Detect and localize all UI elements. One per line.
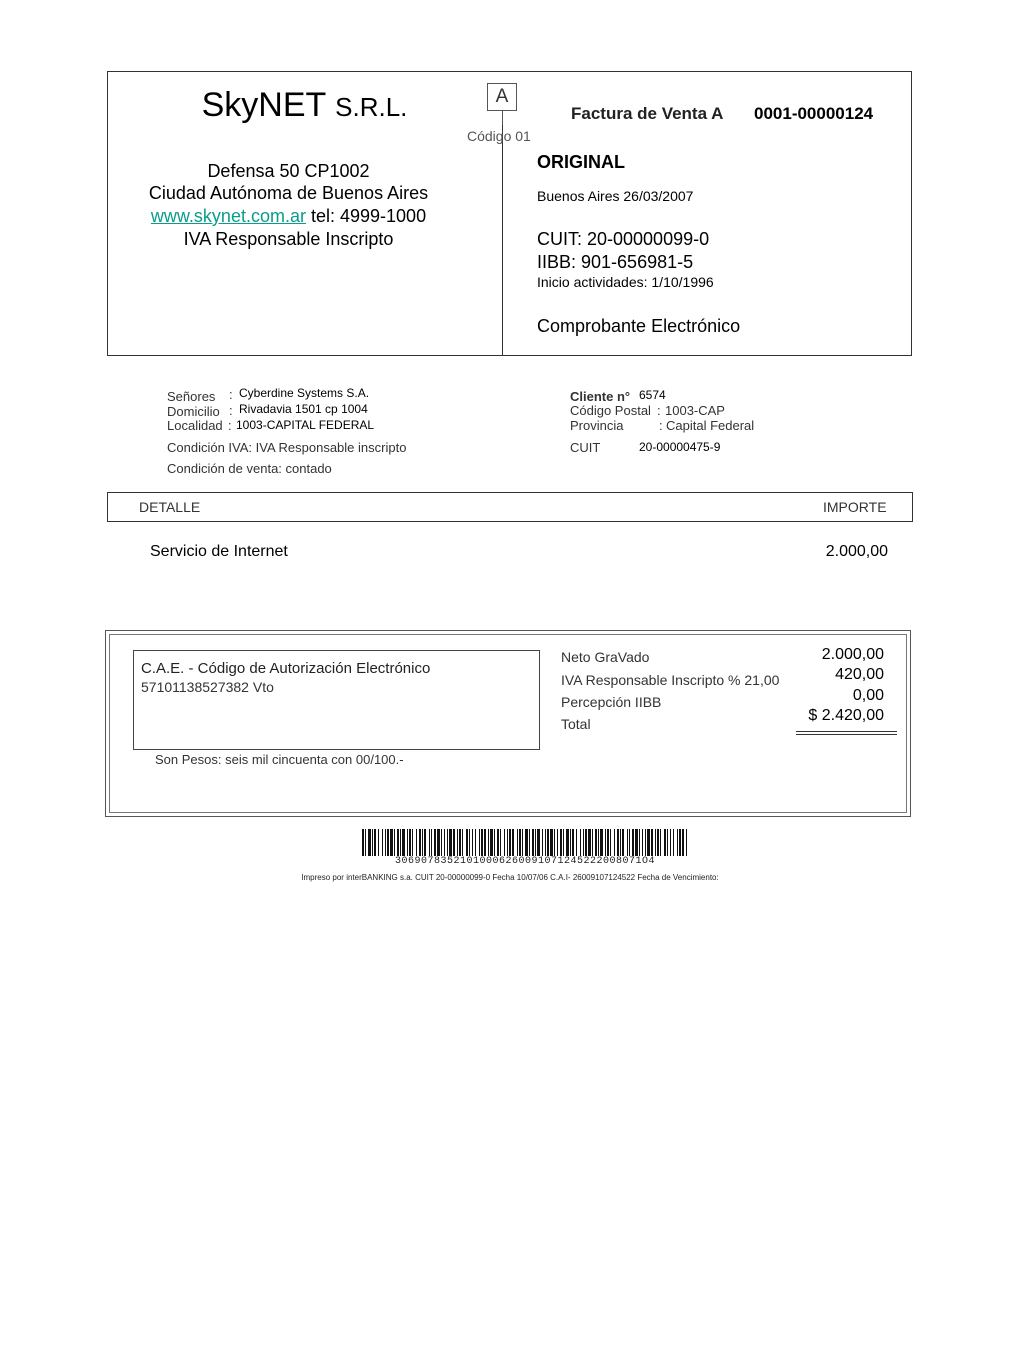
cae-number: 57101138527382 Vto bbox=[141, 679, 274, 695]
invoice-code: Código 01 bbox=[467, 128, 531, 144]
barcode-bar bbox=[424, 829, 426, 856]
barcode-bar bbox=[667, 829, 668, 856]
barcode-bar bbox=[444, 829, 445, 856]
barcode-bar bbox=[497, 829, 499, 856]
barcode-bar bbox=[532, 829, 534, 856]
barcode-bar bbox=[572, 829, 574, 856]
barcode-bar bbox=[617, 829, 619, 856]
company-suffix: S.R.L. bbox=[335, 92, 408, 122]
amount-in-words: Son Pesos: seis mil cincuenta con 00/100.- bbox=[155, 752, 404, 767]
barcode-bar bbox=[588, 829, 591, 856]
barcode-bar bbox=[651, 829, 653, 856]
barcode-bar bbox=[642, 829, 643, 856]
barcode-bar bbox=[647, 829, 650, 856]
barcode-bar bbox=[682, 829, 684, 856]
barcode-bar bbox=[397, 829, 399, 856]
barcode-bar bbox=[469, 829, 470, 856]
iva-label: IVA Responsable Inscripto % 21,00 bbox=[561, 672, 780, 688]
barcode-bar bbox=[382, 829, 383, 856]
company-contact bbox=[107, 205, 470, 227]
barcode-bar bbox=[673, 829, 674, 856]
barcode-bar bbox=[600, 829, 603, 856]
barcode-bar bbox=[431, 829, 432, 856]
amount-column-header: IMPORTE bbox=[823, 499, 887, 515]
activity-start: Inicio actividades: 1/10/1996 bbox=[537, 274, 714, 290]
province: Capital Federal bbox=[666, 418, 755, 433]
client-cuit: 20-00000475-9 bbox=[639, 440, 721, 454]
colon-separator: : bbox=[229, 403, 233, 418]
barcode-bar bbox=[494, 829, 495, 856]
barcode-bar bbox=[570, 829, 571, 856]
barcode-bar bbox=[645, 829, 646, 856]
barcode-bar bbox=[434, 829, 436, 856]
barcode-bar bbox=[466, 829, 468, 856]
barcode-bar bbox=[475, 829, 476, 856]
barcode-bar bbox=[554, 829, 555, 856]
client-number-label: Cliente n° bbox=[570, 389, 631, 404]
barcode-bar bbox=[402, 829, 405, 856]
barcode-bar bbox=[412, 829, 413, 856]
barcode-bar bbox=[535, 829, 536, 856]
barcode-bar bbox=[457, 829, 458, 856]
colon-separator: : bbox=[659, 418, 663, 433]
sale-condition: Condición de venta: contado bbox=[167, 461, 332, 476]
barcode-bar bbox=[387, 829, 389, 856]
iva-value: 420,00 bbox=[835, 666, 884, 683]
barcode-bar bbox=[610, 829, 611, 856]
company-name-main: SkyNET bbox=[201, 86, 326, 124]
localidad-label: Localidad bbox=[167, 418, 223, 433]
line-item-description: Servicio de Internet bbox=[150, 543, 288, 560]
total-value: $ 2.420,00 bbox=[808, 707, 884, 724]
barcode-bar bbox=[368, 829, 371, 856]
invoice-type: Factura de Venta A bbox=[571, 104, 724, 123]
barcode-bar bbox=[512, 829, 514, 856]
colon-separator: : bbox=[657, 403, 661, 418]
barcode-bar bbox=[585, 829, 587, 856]
barcode-bar bbox=[670, 829, 671, 856]
client-locality: 1003-CAPITAL FEDERAL bbox=[236, 418, 375, 432]
issuer-cuit: CUIT: 20-00000099-0 bbox=[537, 229, 710, 249]
company-name bbox=[107, 86, 502, 125]
barcode-bar bbox=[632, 829, 634, 856]
barcode-bar bbox=[598, 829, 599, 856]
barcode-bar bbox=[447, 829, 448, 856]
barcode-bar bbox=[484, 829, 486, 856]
barcode-bar bbox=[655, 829, 656, 856]
barcode-bar bbox=[507, 829, 508, 856]
barcode-bar bbox=[639, 829, 640, 856]
barcode-bar bbox=[422, 829, 423, 856]
client-number: 6574 bbox=[639, 388, 666, 402]
cae-title: C.A.E. - Código de Autorización Electrónico bbox=[141, 660, 431, 677]
barcode-bar bbox=[365, 829, 366, 856]
barcode-bar bbox=[429, 829, 430, 856]
neto-label: Neto GraVado bbox=[561, 649, 650, 665]
barcode-bar bbox=[595, 829, 597, 856]
total-label: Total bbox=[561, 716, 591, 732]
barcode-bar bbox=[563, 829, 564, 856]
barcode-bar bbox=[635, 829, 638, 856]
barcode-bar bbox=[522, 829, 523, 856]
company-website-link[interactable]: www.skynet.com.ar bbox=[150, 206, 306, 226]
barcode-bar bbox=[459, 829, 461, 856]
barcode-bar bbox=[664, 829, 666, 856]
invoice-letter-box: A bbox=[487, 83, 517, 111]
barcode-bar bbox=[419, 829, 421, 856]
barcode-bar bbox=[462, 829, 463, 856]
postal-code: 1003-CAP bbox=[665, 403, 725, 418]
barcode-bar bbox=[490, 829, 493, 856]
barcode-bar bbox=[537, 829, 540, 856]
barcode-bar bbox=[416, 829, 417, 856]
barcode-bar bbox=[378, 829, 379, 856]
percepcion-value: 0,00 bbox=[852, 687, 884, 704]
client-name: Cyberdine Systems S.A. bbox=[239, 386, 370, 400]
barcode-bar bbox=[437, 829, 440, 856]
barcode-bar bbox=[409, 829, 411, 856]
barcode-bar bbox=[374, 829, 376, 856]
barcode-bar bbox=[519, 829, 521, 856]
barcode-bar bbox=[580, 829, 581, 856]
barcode-bar bbox=[517, 829, 518, 856]
barcode-image bbox=[362, 829, 688, 856]
barcode-bar bbox=[542, 829, 543, 856]
postal-code-label: Código Postal bbox=[570, 403, 651, 418]
domicilio-label: Domicilio bbox=[167, 404, 220, 419]
barcode-bar bbox=[472, 829, 473, 856]
province-label: Provincia bbox=[570, 418, 624, 433]
barcode-bar bbox=[657, 829, 659, 856]
line-item-amount: 2.000,00 bbox=[825, 543, 888, 560]
barcode-bar bbox=[622, 829, 624, 856]
total-underline bbox=[796, 734, 897, 735]
barcode-bar bbox=[607, 829, 609, 856]
detail-column-header: DETALLE bbox=[139, 499, 201, 515]
neto-value: 2.000,00 bbox=[821, 646, 884, 663]
barcode-bar bbox=[479, 829, 480, 856]
colon-separator: : bbox=[228, 418, 232, 433]
header-divider bbox=[502, 124, 503, 356]
barcode-bar bbox=[566, 829, 569, 856]
company-phone: tel: 4999-1000 bbox=[310, 206, 427, 226]
issuer-iibb: IIBB: 901-656981-5 bbox=[537, 252, 694, 272]
barcode-bar bbox=[592, 829, 593, 856]
company-city: Ciudad Autónoma de Buenos Aires bbox=[148, 183, 429, 203]
barcode-bar bbox=[620, 829, 621, 856]
barcode-bar bbox=[557, 829, 558, 856]
barcode-bar bbox=[560, 829, 562, 856]
colon-separator: : bbox=[229, 387, 233, 402]
barcode-number: 30690783521010006260091071245222008071O4 bbox=[394, 856, 656, 867]
total-underline bbox=[796, 731, 897, 732]
invoice-copy-label: ORIGINAL bbox=[537, 152, 625, 172]
barcode-bar bbox=[547, 829, 549, 856]
barcode-bar bbox=[488, 829, 489, 856]
barcode-bar bbox=[504, 829, 505, 856]
barcode-bar bbox=[545, 829, 546, 856]
invoice-place-date: Buenos Aires 26/03/2007 bbox=[537, 188, 694, 204]
barcode-bar bbox=[372, 829, 373, 856]
barcode-bar bbox=[385, 829, 386, 856]
barcode-bar bbox=[583, 829, 584, 856]
client-cuit-label: CUIT bbox=[570, 440, 601, 455]
barcode-bar bbox=[449, 829, 452, 856]
barcode-bar bbox=[481, 829, 483, 856]
company-address: Defensa 50 CP1002 bbox=[207, 161, 370, 181]
barcode-bar bbox=[627, 829, 628, 856]
barcode-bar bbox=[453, 829, 455, 856]
barcode-bar bbox=[686, 829, 687, 856]
company-iva-condition: IVA Responsable Inscripto bbox=[183, 229, 394, 249]
barcode-bar bbox=[605, 829, 606, 856]
detail-header-bar bbox=[107, 492, 913, 522]
printed-by-line: Impreso por interBANKING s.a. CUIT 20-00000099-0 Fecha 10/07/06 C.A.I- 26009107124522 Fecha de Vencimiento: bbox=[301, 873, 719, 882]
barcode-bar bbox=[509, 829, 511, 856]
invoice-number: 0001-00000124 bbox=[754, 104, 874, 123]
barcode-bar bbox=[407, 829, 408, 856]
barcode-bar bbox=[677, 829, 678, 856]
barcode-bar bbox=[441, 829, 442, 856]
client-address: Rivadavia 1501 cp 1004 bbox=[239, 402, 368, 416]
barcode-bar bbox=[400, 829, 401, 856]
comprobante-type: Comprobante Electrónico bbox=[537, 316, 741, 336]
barcode-bar bbox=[629, 829, 630, 856]
letter-box-stem bbox=[502, 111, 503, 125]
barcode-bar bbox=[394, 829, 395, 856]
barcode-bar bbox=[390, 829, 393, 856]
barcode-bar bbox=[576, 829, 577, 856]
barcode-bar bbox=[614, 829, 615, 856]
client-iva-condition: Condición IVA: IVA Responsable inscripto bbox=[167, 440, 407, 455]
percepcion-label: Percepción IIBB bbox=[561, 694, 662, 710]
barcode-bar bbox=[550, 829, 553, 856]
senores-label: Señores bbox=[167, 389, 216, 404]
barcode-bar bbox=[500, 829, 501, 856]
barcode-bar bbox=[362, 829, 364, 856]
barcode-bar bbox=[529, 829, 530, 856]
barcode-bar bbox=[660, 829, 661, 856]
barcode-bar bbox=[525, 829, 528, 856]
barcode-bar bbox=[679, 829, 681, 856]
